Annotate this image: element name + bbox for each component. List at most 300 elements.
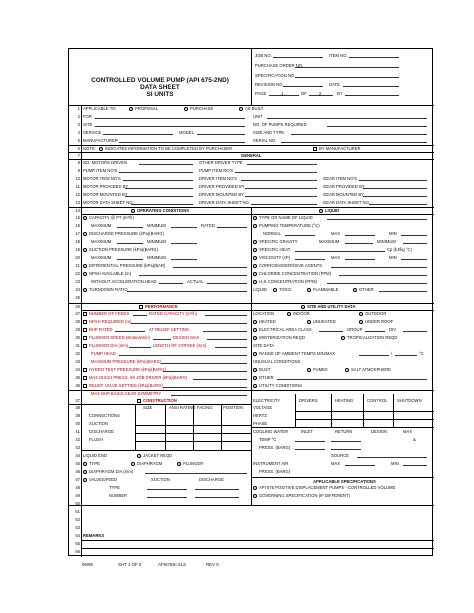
under-roof-radio[interactable] bbox=[359, 320, 363, 324]
valves-label: VALVES/FEED bbox=[89, 477, 118, 482]
sg-max-label: MAXIMUM bbox=[319, 239, 340, 244]
dust-radio[interactable] bbox=[253, 368, 257, 372]
driver-items-field[interactable] bbox=[241, 180, 317, 181]
service-label: SERVICE bbox=[83, 130, 102, 135]
row-number: 6 bbox=[77, 146, 80, 151]
liquid-other-field[interactable] bbox=[379, 291, 427, 292]
length-stroke-label: LENGTH OF STROKE (mm) bbox=[153, 343, 207, 348]
size-type-field[interactable] bbox=[291, 134, 427, 135]
sg-max-field[interactable] bbox=[345, 243, 373, 244]
indoor-label: INDOOR bbox=[293, 311, 310, 316]
discharge-max-field[interactable] bbox=[117, 243, 143, 244]
suction-max-label: MAXIMUM bbox=[91, 255, 112, 260]
rule bbox=[69, 390, 251, 391]
proposal-label: PROPOSAL bbox=[135, 106, 159, 111]
no-feeds-field[interactable] bbox=[133, 315, 147, 316]
cw-temp-inlet-field[interactable] bbox=[295, 441, 325, 442]
viscosity-label: VISCOSITY (cP) bbox=[259, 255, 291, 260]
temp-max-field[interactable] bbox=[345, 235, 375, 236]
for-label: FOR bbox=[83, 114, 92, 119]
indoor-radio[interactable] bbox=[287, 312, 291, 316]
cw-press-inlet-field[interactable] bbox=[295, 449, 325, 450]
plunger-speed-field[interactable] bbox=[153, 339, 171, 340]
le-type-label: TYPE bbox=[89, 461, 100, 466]
hydro-test-label: HYDRO TEST PRESSURE (kPa)(BARG) bbox=[89, 367, 166, 372]
temp-min-field[interactable] bbox=[401, 235, 427, 236]
item-no-field[interactable] bbox=[349, 57, 399, 58]
jacket-reqd-label: JACKET REQD bbox=[143, 453, 173, 458]
motor-items-field[interactable] bbox=[123, 180, 193, 181]
rated-capacity-label: RATED CAPACITY (m³/h) bbox=[149, 311, 197, 316]
row-number-column-rule bbox=[81, 105, 82, 557]
row-number: 51 bbox=[75, 509, 80, 514]
length-stroke-field[interactable] bbox=[215, 347, 247, 348]
elec-area-label: ELECTRICAL AREA CLASS bbox=[259, 327, 312, 332]
max-disch-checkbox[interactable] bbox=[83, 376, 87, 380]
discharge-pressure-label: DISCHARGE PRESSURE (kPa)(BARG) bbox=[89, 231, 164, 236]
no-motors-field[interactable] bbox=[139, 164, 193, 165]
revision-no-label: REVISION NO. bbox=[255, 82, 284, 87]
control-col-label: CONTROL bbox=[367, 398, 388, 403]
by-field[interactable] bbox=[345, 95, 399, 96]
revision-no-field[interactable] bbox=[283, 86, 323, 87]
valves-number-discharge-field[interactable] bbox=[195, 497, 239, 498]
cw-source-field[interactable] bbox=[357, 457, 427, 458]
cw-source-label: SOURCE bbox=[331, 453, 349, 458]
purchase-label: PURCHASE bbox=[190, 106, 214, 111]
chloride-radio[interactable] bbox=[253, 272, 257, 276]
gear-provided-label: GEAR PROVIDED BY bbox=[323, 184, 365, 189]
serial-no-field[interactable] bbox=[281, 142, 427, 143]
no-motors-label: NO. MOTORS DRIVEN bbox=[83, 160, 127, 165]
div-label: DIV bbox=[389, 327, 396, 332]
dust-label: DUST bbox=[259, 367, 271, 372]
unheated-radio[interactable] bbox=[307, 320, 311, 324]
div-field[interactable] bbox=[403, 331, 427, 332]
npsh-available-field[interactable] bbox=[139, 275, 247, 276]
pump-items-field[interactable] bbox=[119, 172, 193, 173]
row-number: 22 bbox=[75, 271, 80, 276]
row-number: 26 bbox=[75, 304, 80, 309]
row-number: 37 bbox=[75, 398, 80, 403]
row-number: 18 bbox=[75, 239, 80, 244]
elec-area-radio[interactable] bbox=[253, 328, 257, 332]
differential-pressure-field[interactable] bbox=[173, 267, 247, 268]
ia-min-label: MIN bbox=[391, 461, 399, 466]
serial-no-label: SERIAL NO. bbox=[253, 138, 277, 143]
no-feeds-checkbox[interactable] bbox=[83, 312, 87, 316]
turndown-field[interactable] bbox=[127, 291, 247, 292]
site-marker-icon bbox=[301, 305, 305, 309]
le-type-radio[interactable] bbox=[83, 462, 87, 466]
remarks-label: REMARKS bbox=[83, 533, 105, 538]
row-number: 54 bbox=[75, 533, 80, 538]
cw-design-label: DESIGN bbox=[371, 429, 388, 434]
liquid-type-radio[interactable] bbox=[253, 216, 257, 220]
performance-heading: PERFORMANCE bbox=[145, 304, 178, 309]
row-number: 16 bbox=[75, 223, 80, 228]
motor-ds-field[interactable] bbox=[131, 204, 193, 205]
motor-provided-field[interactable] bbox=[125, 188, 193, 189]
as-built-radio[interactable] bbox=[239, 107, 243, 111]
gear-provided-field[interactable] bbox=[363, 188, 427, 189]
turndown-radio[interactable] bbox=[83, 288, 87, 292]
pump-items-field-2[interactable] bbox=[235, 172, 317, 173]
date-field[interactable] bbox=[343, 86, 399, 87]
cw-temp-return-field[interactable] bbox=[331, 441, 361, 442]
diaphragm-radio[interactable] bbox=[131, 462, 135, 466]
viscosity-max-field[interactable] bbox=[345, 259, 375, 260]
conn-discharge-label: DISCHARGE bbox=[89, 429, 114, 434]
turndown-label: TURNDOWN RATIO bbox=[89, 287, 128, 292]
temp-max-label: MAX bbox=[331, 231, 341, 236]
row-number: 36 bbox=[75, 383, 80, 388]
valves-type-suction-field[interactable] bbox=[147, 489, 187, 490]
driver-ds-label: DRIVER DATA SHEET NO. bbox=[199, 200, 250, 205]
api675-label: API 675 POSITIVE DISPLACEMENT PUMPS - CONTROLLED VOLUME bbox=[259, 485, 396, 490]
valves-type-discharge-field[interactable] bbox=[195, 489, 239, 490]
site-other-field[interactable] bbox=[277, 379, 427, 380]
npsh-required-field[interactable] bbox=[131, 323, 247, 324]
npsh-available-label: NPSH AVAILABLE (m) bbox=[89, 271, 131, 276]
viscosity-field[interactable] bbox=[295, 259, 325, 260]
site-label: SITE bbox=[83, 122, 93, 127]
po-no-field[interactable] bbox=[295, 67, 399, 68]
remarks-line[interactable] bbox=[81, 540, 434, 541]
differential-pressure-label: DIFFERENTIAL PRESSURE (kPa)(BAR) bbox=[89, 263, 166, 268]
liquid-other-radio[interactable] bbox=[353, 288, 357, 292]
valves-type-label: TYPE bbox=[109, 485, 120, 490]
row-number: 25 bbox=[75, 295, 80, 300]
shutdown-col-label: SHUTDOWN bbox=[397, 398, 422, 403]
heated-radio[interactable] bbox=[253, 320, 257, 324]
liquid-type-label: TYPE OR NAME OF LIQUID bbox=[259, 215, 313, 220]
cw-amp-label: & bbox=[413, 437, 416, 442]
api675-radio[interactable] bbox=[253, 486, 257, 490]
liquid-end-label: LIQUID END bbox=[83, 453, 107, 458]
conn-col-rule bbox=[165, 404, 166, 450]
suction-min-field[interactable] bbox=[171, 259, 197, 260]
plunger-radio[interactable] bbox=[177, 462, 181, 466]
actual-field[interactable] bbox=[207, 283, 247, 284]
row-number: 2 bbox=[77, 114, 80, 119]
row-number: 8 bbox=[77, 160, 80, 165]
corrosive-radio[interactable] bbox=[253, 264, 257, 268]
valves-radio[interactable] bbox=[83, 478, 87, 482]
bhp-rated-label: BHP RATED bbox=[89, 327, 113, 332]
row-number: 4 bbox=[77, 130, 80, 135]
driver-ds-field[interactable] bbox=[251, 204, 317, 205]
plunger-speed-label: PLUNGER SPEED (strokes/min) bbox=[89, 335, 150, 340]
sh-field[interactable] bbox=[295, 251, 385, 252]
middle-column-divider bbox=[251, 207, 252, 469]
page-number: 1 bbox=[281, 91, 284, 96]
max-pressure-field[interactable] bbox=[161, 363, 247, 364]
ia-max-field[interactable] bbox=[345, 465, 375, 466]
group-field[interactable] bbox=[365, 331, 385, 332]
row-number: 45 bbox=[75, 461, 80, 466]
middle-column-divider-lower bbox=[251, 469, 252, 505]
connections-label: CONNECTIONS bbox=[89, 413, 120, 418]
governing-radio[interactable] bbox=[253, 494, 257, 498]
tropicalization-radio[interactable] bbox=[341, 336, 345, 340]
discharge-min-field[interactable] bbox=[171, 243, 197, 244]
suction-max-field[interactable] bbox=[117, 259, 143, 260]
operating-heading: OPERATING CONDITIONS bbox=[137, 208, 190, 213]
basic-geometry-label: MAX BHP BASIS GEAR SYMMETRY bbox=[91, 391, 162, 396]
gear-items-field[interactable] bbox=[359, 180, 427, 181]
model-field[interactable] bbox=[197, 134, 245, 135]
other-driver-field[interactable] bbox=[247, 164, 317, 165]
temp-normal-field[interactable] bbox=[285, 235, 315, 236]
driver-mounted-field[interactable] bbox=[245, 196, 317, 197]
diaphragm-dia-field[interactable] bbox=[145, 473, 247, 474]
plunger-dia-label: PLUNGER DIA (mm) bbox=[89, 343, 129, 348]
by-label: BY bbox=[337, 91, 343, 96]
note-text: INDICATES INFORMATION TO BE COMPLETED BY PURCHASER bbox=[105, 146, 233, 151]
bhp-rated-field[interactable] bbox=[115, 331, 145, 332]
cw-press-label: PRESS. (BARG) bbox=[259, 445, 291, 450]
unit-field[interactable] bbox=[267, 118, 427, 119]
page-total-field bbox=[309, 95, 333, 96]
elec-area-field[interactable] bbox=[319, 331, 343, 332]
group-label: GROUP bbox=[347, 327, 363, 332]
conn-size-header: SIZE bbox=[143, 405, 153, 410]
for-field[interactable] bbox=[95, 118, 245, 119]
motor-provided-label: MOTOR PROVIDED BY bbox=[83, 184, 129, 189]
other-driver-label: OTHER DRIVER TYPE bbox=[199, 160, 243, 165]
conn-row-rule bbox=[135, 425, 251, 426]
temp-normal-label: NORMAL bbox=[263, 231, 281, 236]
conn-row-rule bbox=[135, 433, 251, 434]
unusual-conditions-label: UNUSUAL CONDITIONS bbox=[253, 359, 301, 364]
ambient-unit: °C bbox=[419, 351, 424, 356]
row-number: 43 bbox=[75, 445, 80, 450]
capacity-max-label: MAXIMUM bbox=[91, 223, 112, 228]
row-number: 50 bbox=[75, 501, 80, 506]
conn-flush-label: FLUSH bbox=[89, 437, 103, 442]
site-other-radio[interactable] bbox=[253, 376, 257, 380]
capacity-rated-field[interactable] bbox=[217, 227, 247, 228]
header-divider bbox=[251, 49, 252, 105]
governing-label: GOVERNING SPECIFICATION (IF DIFFERENT) bbox=[259, 493, 350, 498]
pump-head-field[interactable] bbox=[119, 355, 247, 356]
driver-provided-field[interactable] bbox=[245, 188, 317, 189]
manufacturer-label: MANUFACTURER bbox=[83, 138, 118, 143]
viscosity-min-field[interactable] bbox=[401, 259, 427, 260]
gear-mounted-field[interactable] bbox=[363, 196, 427, 197]
cw-max-label: MAX bbox=[403, 429, 413, 434]
suction-pressure-label: SUCTION PRESSURE (kPa)(BARG) bbox=[89, 247, 158, 252]
site-field[interactable] bbox=[95, 126, 245, 127]
cw-return-label: RETURN bbox=[335, 429, 353, 434]
suction-pressure-radio[interactable] bbox=[83, 248, 87, 252]
voltage-label: VOLTAGE bbox=[253, 405, 273, 410]
row-number: 32 bbox=[75, 351, 80, 356]
row-number: 11 bbox=[75, 184, 80, 189]
gear-ds-field[interactable] bbox=[369, 204, 427, 205]
npsh-required-checkbox[interactable] bbox=[83, 320, 87, 324]
manufacturer-field[interactable] bbox=[119, 142, 245, 143]
diaphragm-dia-radio[interactable] bbox=[83, 470, 87, 474]
instrument-air-label: INSTRUMENT AIR bbox=[253, 461, 289, 466]
date-label: DATE bbox=[329, 82, 340, 87]
winterization-radio[interactable] bbox=[253, 336, 257, 340]
driver-provided-label: DRIVER PROVIDED BY bbox=[199, 184, 245, 189]
tropicalization-label: TROPICALIZATION REQD bbox=[347, 335, 398, 340]
bhp-rated-checkbox[interactable] bbox=[83, 328, 87, 332]
gear-items-label: GEAR ITEM NO'S bbox=[323, 176, 358, 181]
motor-ds-label: MOTOR DATA SHEET NO. bbox=[83, 200, 134, 205]
service-field[interactable] bbox=[103, 134, 173, 135]
drivers-col-label: DRIVERS bbox=[299, 398, 318, 403]
differential-pressure-radio[interactable] bbox=[83, 264, 87, 268]
ambient-max-field[interactable] bbox=[395, 355, 417, 356]
winterization-label: WINTERIZATION REQD bbox=[259, 335, 305, 340]
discharge-pressure-radio[interactable] bbox=[83, 232, 87, 236]
at-relief-label: AT RELIEF SETTING bbox=[149, 327, 190, 332]
operating-marker-icon bbox=[131, 209, 135, 213]
sg-radio[interactable] bbox=[253, 240, 257, 244]
footer-rev: REV 0 bbox=[206, 562, 219, 567]
liquid-heading: LIQUID bbox=[325, 208, 340, 213]
plunger-dia-field[interactable] bbox=[129, 347, 151, 348]
site-data-label: SITE DATA bbox=[253, 343, 275, 348]
sh-radio[interactable] bbox=[253, 248, 257, 252]
max-disch-label: MAX DISCH PRESS. W/ JOB DRIVER (kPa)(BARG) bbox=[89, 375, 188, 380]
conn-facing-header: FACING bbox=[197, 405, 213, 410]
at-relief-field[interactable] bbox=[203, 331, 247, 332]
row-number: 34 bbox=[75, 367, 80, 372]
npsh-required-label: NPSH REQUIRED (m) bbox=[89, 319, 132, 324]
valves-number-label: NUMBER bbox=[109, 493, 128, 498]
rated-capacity-field[interactable] bbox=[205, 315, 247, 316]
page-total: 2 bbox=[319, 91, 322, 96]
sh-label: SPECIFIC HEAT bbox=[259, 247, 291, 252]
plunger-speed-checkbox[interactable] bbox=[83, 336, 87, 340]
temp-min-label: MIN bbox=[389, 231, 397, 236]
row-number: 44 bbox=[75, 453, 80, 458]
ia-min-field[interactable] bbox=[403, 465, 427, 466]
design-max-field[interactable] bbox=[207, 339, 247, 340]
unheated-label: UNHEATED bbox=[313, 319, 336, 324]
gear-ds-label: GEAR DATA SHEET NO. bbox=[323, 200, 371, 205]
ambient-min-field[interactable] bbox=[359, 355, 389, 356]
cooling-water-label: COOLING WATER bbox=[253, 429, 289, 434]
construction-marker-icon bbox=[137, 399, 141, 403]
liquid-type-field[interactable] bbox=[327, 219, 427, 220]
manufacturer-indicator-icon bbox=[313, 147, 317, 151]
row-number: 17 bbox=[75, 231, 80, 236]
conn-ansi-header: ANSI RATING bbox=[169, 405, 196, 410]
corrosive-field[interactable] bbox=[331, 267, 427, 268]
liquid-hazard-label: LIQUID bbox=[253, 287, 267, 292]
jacket-reqd-radio[interactable] bbox=[137, 454, 141, 458]
basic-geometry-field[interactable] bbox=[171, 395, 247, 396]
capacity-max-field[interactable] bbox=[117, 227, 143, 228]
capacity-radio[interactable] bbox=[83, 216, 87, 220]
purchase-radio[interactable] bbox=[184, 107, 188, 111]
viscosity-max-label: MAX bbox=[331, 255, 341, 260]
row-number: 14 bbox=[75, 208, 80, 213]
motor-mounted-label: MOTOR MOUNTED BY bbox=[83, 192, 128, 197]
cw-inlet-label: INLET bbox=[301, 429, 313, 434]
sg-label: SPECIFIC GRAVITY bbox=[259, 239, 298, 244]
spec-no-label: SPECIFICATION NO. bbox=[255, 73, 296, 78]
gear-mounted-label: GEAR MOUNTED BY bbox=[323, 192, 364, 197]
conn-suction-label: SUCTION bbox=[89, 421, 108, 426]
row-number: 24 bbox=[75, 287, 80, 292]
capacity-min-field[interactable] bbox=[171, 227, 197, 228]
h2s-radio[interactable] bbox=[253, 280, 257, 284]
row-number: 5 bbox=[77, 138, 80, 143]
title-line-1: CONTROLLED VOLUME PUMP (API 675-2ND) bbox=[91, 77, 229, 84]
page-of-label: OF bbox=[301, 91, 307, 96]
plunger-dia-checkbox[interactable] bbox=[83, 344, 87, 348]
no-pumps-label: NO. OF PUMPS REQUIRED bbox=[253, 122, 307, 127]
toxic-radio[interactable] bbox=[273, 288, 277, 292]
range-ambient-label: RANGE OF AMBIENT TEMPS MIN/MAX bbox=[259, 351, 335, 356]
no-pumps-field[interactable] bbox=[327, 126, 427, 127]
outdoor-radio[interactable] bbox=[359, 312, 363, 316]
row-number: 27 bbox=[75, 311, 80, 316]
as-built-label: AS BUILT bbox=[245, 106, 264, 111]
chloride-label: CHLORIDE CONCENTRATION (PPM) bbox=[259, 271, 332, 276]
row-number: 56 bbox=[75, 549, 80, 554]
hydro-test-field[interactable] bbox=[163, 371, 247, 372]
row-number: 7 bbox=[77, 153, 80, 158]
without-accel-field[interactable] bbox=[159, 283, 183, 284]
relief-valve-field[interactable] bbox=[163, 387, 247, 388]
npsh-available-radio[interactable] bbox=[83, 272, 87, 276]
ia-press-label: PRESS. (BARG) bbox=[259, 469, 291, 474]
rule bbox=[251, 390, 434, 391]
row-number: 13 bbox=[75, 200, 80, 205]
valves-number-suction-field[interactable] bbox=[147, 497, 187, 498]
cw-temp-label: TEMP °C bbox=[259, 437, 277, 442]
utility-radio[interactable] bbox=[253, 384, 257, 388]
pumping-temp-radio[interactable] bbox=[253, 224, 257, 228]
row-number: 48 bbox=[75, 485, 80, 490]
job-no-field[interactable] bbox=[273, 57, 323, 58]
proposal-radio[interactable] bbox=[129, 107, 133, 111]
discharge-max-label: MAXIMUM bbox=[91, 239, 112, 244]
remarks-line[interactable] bbox=[81, 548, 434, 549]
row-number: 41 bbox=[75, 429, 80, 434]
pump-items-label-2: PUMP ITEM NO'S bbox=[199, 168, 234, 173]
range-ambient-radio[interactable] bbox=[253, 352, 257, 356]
title-line-3: SI UNITS bbox=[146, 91, 174, 98]
sg-min-field[interactable] bbox=[403, 243, 427, 244]
hertz-label: HERTZ bbox=[253, 413, 267, 418]
item-no-label: ITEM NO. bbox=[329, 53, 348, 58]
row-number: 9 bbox=[77, 168, 80, 173]
max-disch-field[interactable] bbox=[193, 379, 247, 380]
viscosity-radio[interactable] bbox=[253, 256, 257, 260]
motor-mounted-field[interactable] bbox=[125, 196, 193, 197]
chloride-field[interactable] bbox=[339, 275, 427, 276]
h2s-field[interactable] bbox=[327, 283, 427, 284]
cw-press-return-field[interactable] bbox=[331, 449, 361, 450]
relief-valve-checkbox[interactable] bbox=[83, 384, 87, 388]
spec-no-field[interactable] bbox=[295, 77, 399, 78]
valves-discharge-label: DISCHARGE bbox=[199, 477, 224, 482]
corrosive-label: CORROSIVE/EROSIVE AGENTS bbox=[259, 263, 323, 268]
hydro-test-checkbox[interactable] bbox=[83, 368, 87, 372]
salt-radio[interactable] bbox=[345, 368, 349, 372]
fumes-radio[interactable] bbox=[307, 368, 311, 372]
flammable-radio[interactable] bbox=[307, 288, 311, 292]
